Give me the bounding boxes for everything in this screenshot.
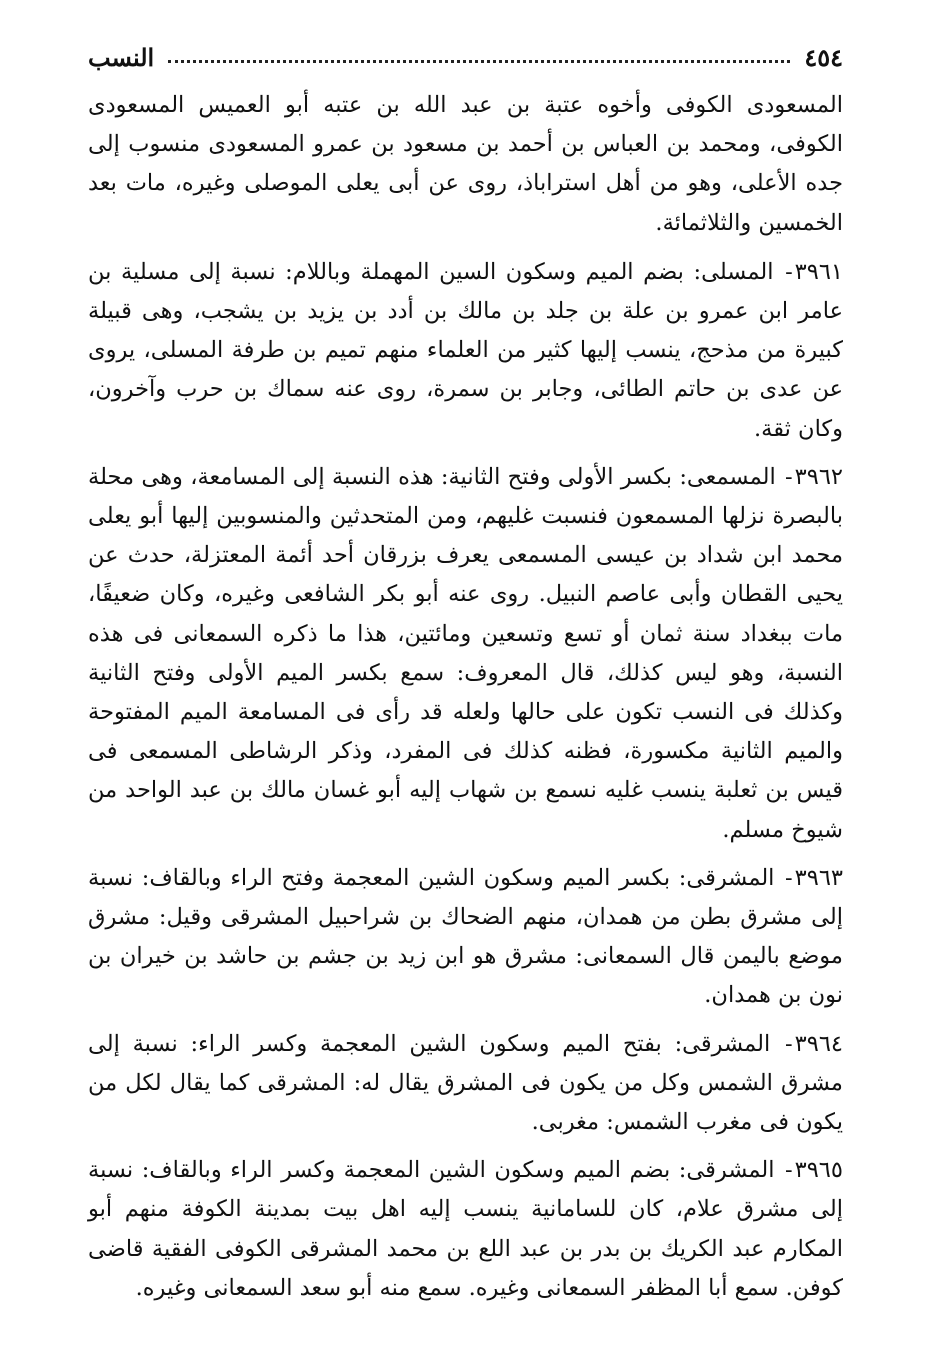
- entry-separator: -: [785, 463, 793, 490]
- entry-title: المشرقى: [682, 1030, 771, 1057]
- title-colon: :: [674, 1030, 683, 1057]
- paragraph-continuation: [88, 86, 843, 243]
- entry-number: ٣٩٦٥: [794, 1157, 843, 1184]
- main-text: [88, 86, 843, 1308]
- entry-number: ٣٩٦٤: [794, 1030, 843, 1057]
- page-header: [88, 34, 843, 80]
- entry-text: بفتح الميم وسكون الشين المعجمة وكسر الراء: نسبة إلى مشرق الشمس وكل من يكون فى المشرق يقال له: المشرقى كما يقال لكل من يكون فى مغرب الشمس: مغربى.: [88, 1030, 843, 1136]
- dotted-leader: [168, 60, 790, 63]
- title-colon: :: [678, 1157, 687, 1184]
- entry-text: بكسر الأولى وفتح الثانية: هذه النسبة إلى المسامعة، وهى محلة بالبصرة نزلها المسمعون فنسبت غليهم، ومن المتحدثين والمنسوبين إليها أبو يعلى محمد ابن شداد بن عيسى المسمعى يعرف بزرقان أحد أئمة المعتزلة، حدث عن يحيى القطان وأبى عاصم النبيل. روى عنه أبو بكر الشافعى وغيره، وكان ضعيفًا، مات ببغداد سنة ثمان أو تسع وتسعين ومائتين، هذا ما ذكره السمعانى فى هذه النسبة، وهو ليس كذلك، قال المعروف: سمع بكسر الميم الأولى وفتح الثانية وكذلك فى النسب تكون على حالها ولعله قد رأى فى المسامعة الميم المفتوحة والميم الثانية مكسورة، فظنه كذلك فى المفرد، وذكر الرشاطى المسمعى فى قيس بن ثعلبة ينسب غليه نسمع بن شهاب إليه أبو غسان مالك بن عبد الواحد من شيوخ مسلم.: [88, 463, 843, 843]
- title-colon: :: [679, 463, 687, 490]
- entry-separator: -: [785, 258, 793, 285]
- entry-separator: -: [785, 1030, 793, 1057]
- book-page-content: [88, 34, 843, 1317]
- title-colon: :: [693, 258, 702, 285]
- entry-text: بضم الميم وسكون الشين المعجمة وكسر الراء وبالقاف: نسبة إلى مشرق علام، كان للسامانية ينسب إليه اهل بيت بمدينة الكوفة منهم أبو المكارم عبد الكريك بن بدر بن عبد اللع بن محمد المشرقى الكوفى الفقية قاضى كوفن. سمع أبا المظفر السمعانى وغيره. سمع منه أبو سعد السمعانى وغيره.: [88, 1157, 843, 1301]
- entry-number: ٣٩٦٣: [794, 864, 843, 891]
- entry-title: المشرقى: [686, 864, 775, 891]
- title-colon: :: [678, 864, 687, 891]
- entry-separator: -: [785, 1157, 793, 1184]
- entry-3964: [88, 1025, 843, 1143]
- entry-text: بكسر الميم وسكون الشين المعجمة وفتح الراء وبالقاف: نسبة إلى مشرق بطن من همدان، منهم الضحاك بن شراحبيل المشرقى وقيل: مشرق موضع باليمن قال السمعانى: مشرق هو ابن زيد بن جشم بن حاشد بن خيران بن نون بن همدان.: [88, 864, 843, 1009]
- entry-separator: -: [785, 864, 793, 891]
- entry-3962: [88, 458, 843, 850]
- paragraph-text: المسعودى الكوفى وأخوه عتبة بن عبد الله بن عتبه أبو العميس المسعودى الكوفى، ومحمد بن العباس بن أحمد بن مسعود بن عمرو المسعودى منسوب إلى جده الأعلى، وهو من أهل استراباذ، روى عن أبى يعلى الموصلى وغيره، مات بعد الخمسين والثلاثمائة.: [88, 92, 843, 236]
- entry-title: المسمعى: [686, 463, 776, 490]
- entry-title: المشرقى: [686, 1157, 775, 1184]
- page-number: ٤٥٤: [804, 42, 843, 72]
- entry-number: ٣٩٦١: [794, 258, 844, 285]
- entry-3963: [88, 859, 843, 1016]
- entry-number: ٣٩٦٢: [794, 463, 843, 490]
- running-title: النسب: [88, 42, 155, 72]
- entry-title: المسلى: [701, 258, 774, 285]
- entry-3961: [88, 253, 843, 449]
- entry-3965: [88, 1151, 843, 1308]
- entry-text: بضم الميم وسكون السين المهملة وباللام: نسبة إلى مسلية بن عامر ابن عمرو بن علة بن جلد بن مالك بن أدد بن يزيد بن يشجب، وهى قبيلة كبيرة من مذحج، ينسب إليها كثير من العلماء منهم تميم بن طرفة المسلى، يروى عن عدى بن حاتم الطائى، وجابر بن سمرة، روى عنه سماك بن حرب وآخرون، وكان ثقة.: [88, 258, 843, 442]
